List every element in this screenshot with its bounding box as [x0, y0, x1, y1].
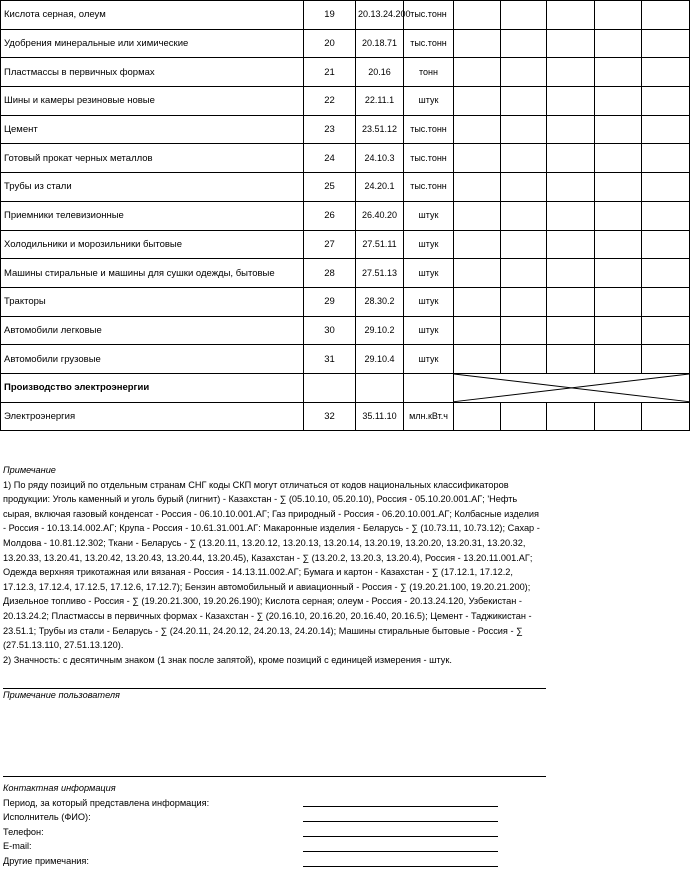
value-cell[interactable] — [454, 144, 501, 173]
value-cell[interactable] — [642, 144, 690, 173]
value-cell[interactable] — [595, 259, 642, 288]
value-cell[interactable] — [501, 201, 547, 230]
value-cell[interactable] — [642, 230, 690, 259]
phone-label: Телефон: — [3, 826, 44, 837]
product-name: Холодильники и морозильники бытовые — [1, 230, 304, 259]
value-cell[interactable] — [595, 316, 642, 345]
value-cell[interactable] — [547, 259, 595, 288]
value-cell[interactable] — [501, 316, 547, 345]
unit-of-measure: тыс.тонн — [404, 1, 454, 30]
value-cell[interactable] — [642, 287, 690, 316]
value-cell[interactable] — [501, 144, 547, 173]
row-number: 24 — [304, 144, 356, 173]
product-code: 28.30.2 — [356, 287, 404, 316]
value-cell[interactable] — [595, 144, 642, 173]
value-cell[interactable] — [547, 87, 595, 116]
value-cell[interactable] — [595, 87, 642, 116]
value-cell[interactable] — [595, 230, 642, 259]
value-cell[interactable] — [547, 144, 595, 173]
value-cell[interactable] — [547, 1, 595, 30]
other-notes-label: Другие примечания: — [3, 855, 89, 866]
product-code: 26.40.20 — [356, 201, 404, 230]
product-code: 29.10.4 — [356, 345, 404, 374]
empty-cell — [356, 373, 404, 402]
table-row — [1, 1, 690, 30]
value-cell[interactable] — [501, 1, 547, 30]
unit-of-measure: тыс.тонн — [404, 29, 454, 58]
table-row — [1, 316, 690, 345]
value-cell[interactable] — [501, 287, 547, 316]
value-cell[interactable] — [595, 345, 642, 374]
table-row — [1, 230, 690, 259]
value-cell[interactable] — [454, 29, 501, 58]
table-row — [1, 87, 690, 116]
executor-field[interactable] — [303, 821, 498, 822]
contact-title: Контактная информация — [3, 783, 116, 793]
unit-of-measure: штук — [404, 201, 454, 230]
notes-title: Примечание — [3, 465, 56, 475]
product-code: 22.11.1 — [356, 87, 404, 116]
section-row — [1, 373, 690, 402]
unit-of-measure: млн.кВт.ч — [404, 402, 454, 431]
row-number: 28 — [304, 259, 356, 288]
value-cell[interactable] — [547, 29, 595, 58]
row-number: 26 — [304, 201, 356, 230]
value-cell[interactable] — [595, 287, 642, 316]
row-number: 32 — [304, 402, 356, 431]
divider — [3, 776, 546, 777]
table-row — [1, 345, 690, 374]
value-cell[interactable] — [547, 201, 595, 230]
value-cell[interactable] — [642, 115, 690, 144]
unit-of-measure: тыс.тонн — [404, 115, 454, 144]
product-code: 23.51.12 — [356, 115, 404, 144]
product-code: 24.10.3 — [356, 144, 404, 173]
contact-block — [3, 781, 209, 869]
product-name: Готовый прокат черных металлов — [1, 144, 304, 173]
value-cell[interactable] — [454, 173, 501, 202]
value-cell[interactable] — [642, 345, 690, 374]
value-cell[interactable] — [595, 402, 642, 431]
empty-cell — [304, 373, 356, 402]
executor-label: Исполнитель (ФИО): — [3, 812, 91, 823]
empty-cell — [404, 373, 454, 402]
value-cell[interactable] — [547, 58, 595, 87]
table-row — [1, 144, 690, 173]
production-table — [0, 0, 690, 431]
unit-of-measure: тыс.тонн — [404, 144, 454, 173]
product-code: 20.16 — [356, 58, 404, 87]
value-cell[interactable] — [501, 230, 547, 259]
value-cell[interactable] — [642, 316, 690, 345]
value-cell[interactable] — [501, 58, 547, 87]
product-name: Машины стиральные и машины для сушки одежды, бытовые — [1, 259, 304, 288]
value-cell[interactable] — [454, 115, 501, 144]
value-cell[interactable] — [642, 87, 690, 116]
value-cell[interactable] — [454, 58, 501, 87]
value-cell[interactable] — [642, 402, 690, 431]
value-cell[interactable] — [642, 29, 690, 58]
unit-of-measure: штук — [404, 259, 454, 288]
period-label: Период, за который представлена информация: — [3, 797, 210, 808]
unit-of-measure: штук — [404, 230, 454, 259]
product-name: Автомобили легковые — [1, 316, 304, 345]
value-cell[interactable] — [642, 259, 690, 288]
value-cell[interactable] — [454, 259, 501, 288]
value-cell[interactable] — [547, 316, 595, 345]
value-cell[interactable] — [595, 58, 642, 87]
product-code: 20.18.71 — [356, 29, 404, 58]
notes-paragraph-2: 2) Значность: с десятичным знаком (1 знак после запятой), кроме позиций с единицей измерения - штук. — [3, 654, 452, 665]
value-cell[interactable] — [454, 287, 501, 316]
product-name: Цемент — [1, 115, 304, 144]
phone-field[interactable] — [303, 836, 498, 837]
crossed-out-cell — [454, 373, 690, 402]
table-row — [1, 201, 690, 230]
row-number: 23 — [304, 115, 356, 144]
value-cell[interactable] — [642, 58, 690, 87]
unit-of-measure: тыс.тонн — [404, 173, 454, 202]
row-number: 30 — [304, 316, 356, 345]
value-cell[interactable] — [454, 201, 501, 230]
value-cell[interactable] — [547, 230, 595, 259]
period-field[interactable] — [303, 806, 498, 807]
user-notes-title: Примечание пользователя — [3, 690, 120, 700]
table-row — [1, 29, 690, 58]
product-code: 20.13.24.200 — [356, 1, 404, 30]
row-number: 29 — [304, 287, 356, 316]
section-title: Производство электроэнергии — [1, 373, 304, 402]
value-cell[interactable] — [454, 230, 501, 259]
divider — [3, 688, 546, 689]
value-cell[interactable] — [501, 115, 547, 144]
notes-block — [3, 463, 541, 667]
value-cell[interactable] — [454, 345, 501, 374]
table-row — [1, 115, 690, 144]
product-name: Удобрения минеральные или химические — [1, 29, 304, 58]
product-code: 27.51.11 — [356, 230, 404, 259]
value-cell[interactable] — [642, 201, 690, 230]
table-row — [1, 287, 690, 316]
notes-paragraph-1: 1) По ряду позиций по отдельным странам СНГ коды СКП могут отличаться от кодов национальных классификаторов продукции: Уголь каменный и уголь бурый (лигнит) - Казахстан - ∑ (05.10.10, 05.20.10), Россия - 05.10.20.001.АГ; 'Нефть сырая, включая газовый конденсат - Россия - 06.10.10.001.АГ; Газ природный - Россия - 06.20.10.001.АГ; Колбасные изделия - Россия - 10.13.14.002.АГ; Крупа - Россия - 10.61.31.001.АГ: Макаронные изделия - Беларусь - ∑ (10.73.11, 10.73.12); Сахар - Молдова - 10.81.12.302; Ткани - Беларусь - ∑ (13.20.11, 13.20.12, 13.20.13, 13.20.14, 13.20.19, 13.20.20, 13.20.31, 13.20.32, 13.20.33, 13.20.41, 13.20.42, 13.20.43, 13.20.44, 13.20.45), Казахстан - ∑ (13.20.2, 13.20.3, 13.20.4), Россия - 13.20.11.001.АГ; Одежда верхняя трикотажная или вязаная - Россия - 14.13.11.002.АГ; Бумага и картон - Казахстан - ∑ (17.12.1, 17.12.2, 17.12.3, 17.12.4, 17.12.5, 17.12.6, 17.12.7); Бензин автомобильный и авиационный - Россия - ∑ (19.20.21.100, 19.20.21.200); Дизельное топливо - Россия - ∑ (19.20.21.300, 19.20.26.190); Кислота серная; олеум - Россия - 20.13.24.120, Узбекистан - 20.13.24.2; Пластмассы в первичных формах - Казахстан - ∑ (20.16.10, 20.16.20, 20.16.40, 20.16.5); Цемент - Таджикистан - 23.51.1; Трубы из стали - Беларусь - ∑ (24.20.11, 24.20.12, 24.20.13, 24.20.14); Машины стиральные бытовые - Россия - ∑ (27.51.13.110, 27.51.13.120). — [3, 479, 540, 651]
value-cell[interactable] — [501, 29, 547, 58]
product-name: Шины и камеры резиновые новые — [1, 87, 304, 116]
unit-of-measure: штук — [404, 287, 454, 316]
product-code: 24.20.1 — [356, 173, 404, 202]
product-code: 35.11.10 — [356, 402, 404, 431]
value-cell[interactable] — [501, 259, 547, 288]
row-number: 19 — [304, 1, 356, 30]
email-label: E-mail: — [3, 841, 32, 852]
email-field[interactable] — [303, 851, 498, 852]
table-row — [1, 173, 690, 202]
row-number: 27 — [304, 230, 356, 259]
product-name: Трубы из стали — [1, 173, 304, 202]
unit-of-measure: штук — [404, 87, 454, 116]
value-cell[interactable] — [454, 87, 501, 116]
row-number: 31 — [304, 345, 356, 374]
row-number: 21 — [304, 58, 356, 87]
table-row — [1, 402, 690, 431]
row-number: 25 — [304, 173, 356, 202]
value-cell[interactable] — [547, 115, 595, 144]
value-cell[interactable] — [595, 29, 642, 58]
value-cell[interactable] — [547, 287, 595, 316]
value-cell[interactable] — [454, 1, 501, 30]
product-name: Электроэнергия — [1, 402, 304, 431]
product-name: Кислота серная, олеум — [1, 1, 304, 30]
product-code: 27.51.13 — [356, 259, 404, 288]
value-cell[interactable] — [547, 173, 595, 202]
row-number: 22 — [304, 87, 356, 116]
value-cell[interactable] — [547, 402, 595, 431]
product-name: Тракторы — [1, 287, 304, 316]
unit-of-measure: штук — [404, 316, 454, 345]
unit-of-measure: штук — [404, 345, 454, 374]
value-cell[interactable] — [547, 345, 595, 374]
unit-of-measure: тонн — [404, 58, 454, 87]
table-row — [1, 259, 690, 288]
product-code: 29.10.2 — [356, 316, 404, 345]
cross-mark-icon — [454, 374, 689, 402]
value-cell[interactable] — [642, 173, 690, 202]
value-cell[interactable] — [501, 173, 547, 202]
product-name: Пластмассы в первичных формах — [1, 58, 304, 87]
value-cell[interactable] — [454, 402, 501, 431]
value-cell[interactable] — [595, 173, 642, 202]
value-cell[interactable] — [501, 402, 547, 431]
table-row — [1, 58, 690, 87]
value-cell[interactable] — [501, 87, 547, 116]
row-number: 20 — [304, 29, 356, 58]
value-cell[interactable] — [595, 1, 642, 30]
value-cell[interactable] — [595, 201, 642, 230]
value-cell[interactable] — [642, 1, 690, 30]
value-cell[interactable] — [501, 345, 547, 374]
product-name: Автомобили грузовые — [1, 345, 304, 374]
value-cell[interactable] — [595, 115, 642, 144]
value-cell[interactable] — [454, 316, 501, 345]
product-name: Приемники телевизионные — [1, 201, 304, 230]
other-notes-field[interactable] — [303, 866, 498, 867]
